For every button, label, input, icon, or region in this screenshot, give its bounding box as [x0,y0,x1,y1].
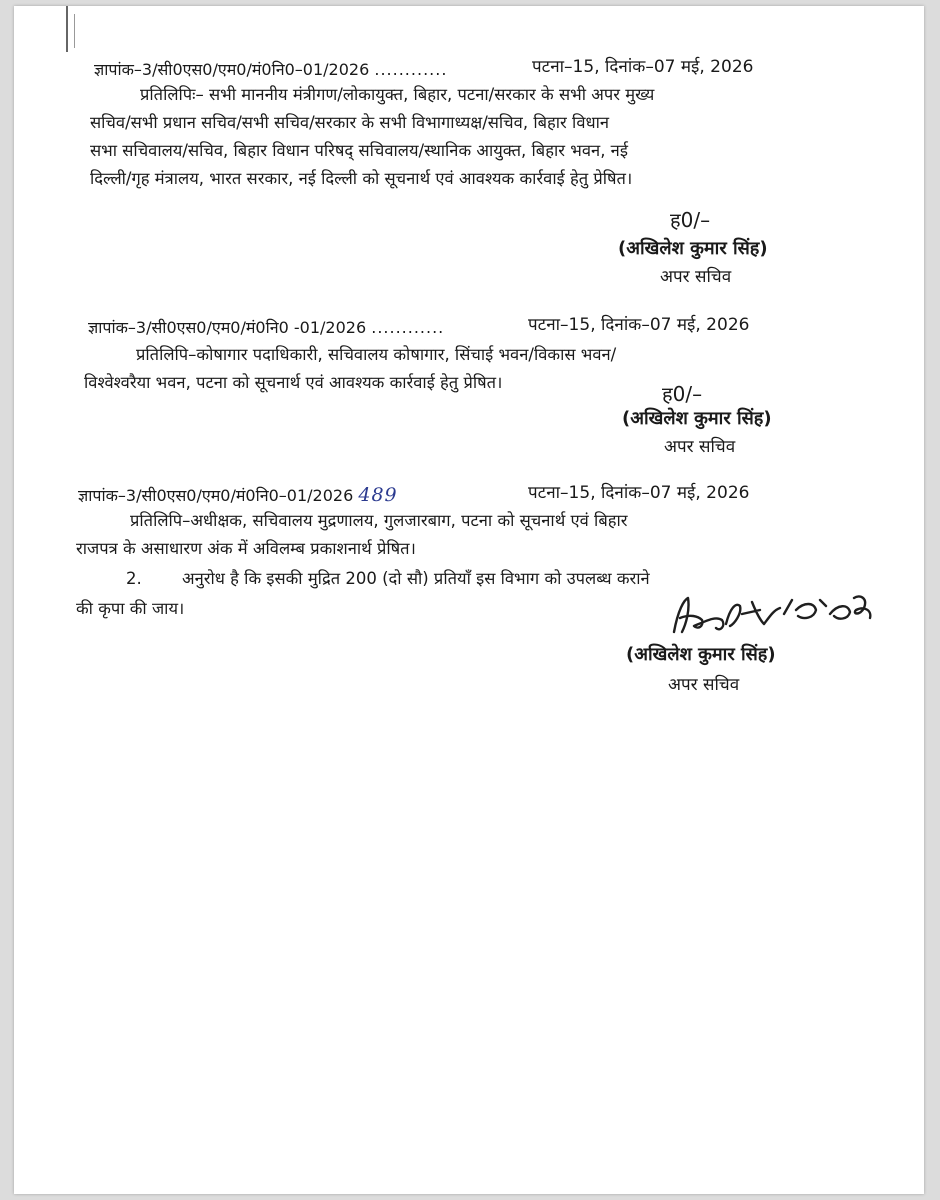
signatory-designation: अपर सचिव [664,437,736,457]
signatory-name: (अखिलेश कुमार सिंह) [622,408,772,429]
copy-line: राजपत्र के असाधारण अंक में अविलम्ब प्रकाशनार्थ प्रेषित। [76,539,416,558]
copy-line: की कृपा की जाय। [76,599,185,618]
item-number: 2. [126,569,142,588]
ref-dots: ............ [374,60,448,79]
copy-line: दिल्ली/गृह मंत्रालय, भारत सरकार, नई दिल्ली को सूचनार्थ एवं आवश्यक कार्रवाई हेतु प्रेषित। [90,169,633,188]
signed-mark: ह0/– [662,382,703,406]
signatory-designation: अपर सचिव [668,675,740,695]
copy-line: सभा सचिवालय/सचिव, बिहार विधान परिषद् सचिवालय/स्थानिक आयुक्त, बिहार भवन, नई [90,141,628,160]
signed-mark: ह0/– [670,208,711,232]
memo-ref-line-1 [94,58,447,80]
signatory-name: (अखिलेश कुमार सिंह) [626,644,776,665]
signatory-designation: अपर सचिव [660,267,732,287]
copy-line: अनुरोध है कि इसकी मुद्रित 200 (दो सौ) प्रतियाँ इस विभाग को उपलब्ध कराने [182,569,650,588]
copy-line: प्रतिलिपि–अधीक्षक, सचिवालय मुद्रणालय, गुलजारबाग, पटना को सूचनार्थ एवं बिहार [130,511,628,530]
memo-ref-number: ज्ञापांक–3/सी0एस0/एम0/मं0नि0–01/2026 [78,486,354,505]
copy-line: सचिव/सभी प्रधान सचिव/सभी सचिव/सरकार के सभी विभागाध्यक्ष/सचिव, बिहार विधान [90,113,610,132]
handwritten-signature [664,580,884,650]
ref-dots: ............ [371,318,445,337]
signatory-name: (अखिलेश कुमार सिंह) [618,238,768,259]
copy-line: प्रतिलिपिः– सभी माननीय मंत्रीगण/लोकायुक्त, बिहार, पटना/सरकार के सभी अपर मुख्य [140,85,655,104]
page-edge-mark [66,6,68,52]
page-edge-mark [74,14,75,48]
memo-ref-number: ज्ञापांक–3/सी0एस0/एम0/मं0नि0–01/2026 [94,60,370,79]
copy-line: विश्वेश्वरैया भवन, पटना को सूचनार्थ एवं आवश्यक कार्रवाई हेतु प्रेषित। [84,373,503,392]
place-date-3: पटना–15, दिनांक–07 मई, 2026 [528,483,750,503]
copy-line: प्रतिलिपि–कोषागार पदाधिकारी, सचिवालय कोषागार, सिंचाई भवन/विकास भवन/ [136,345,617,364]
memo-ref-line-2 [88,316,444,338]
memo-ref-number: ज्ञापांक–3/सी0एस0/एम0/मं0नि0 -01/2026 [88,318,367,337]
place-date-1: पटना–15, दिनांक–07 मई, 2026 [532,57,754,77]
memo-ref-line-3 [78,484,398,506]
handwritten-memo-number: 489 [358,484,398,506]
place-date-2: पटना–15, दिनांक–07 मई, 2026 [528,315,750,335]
